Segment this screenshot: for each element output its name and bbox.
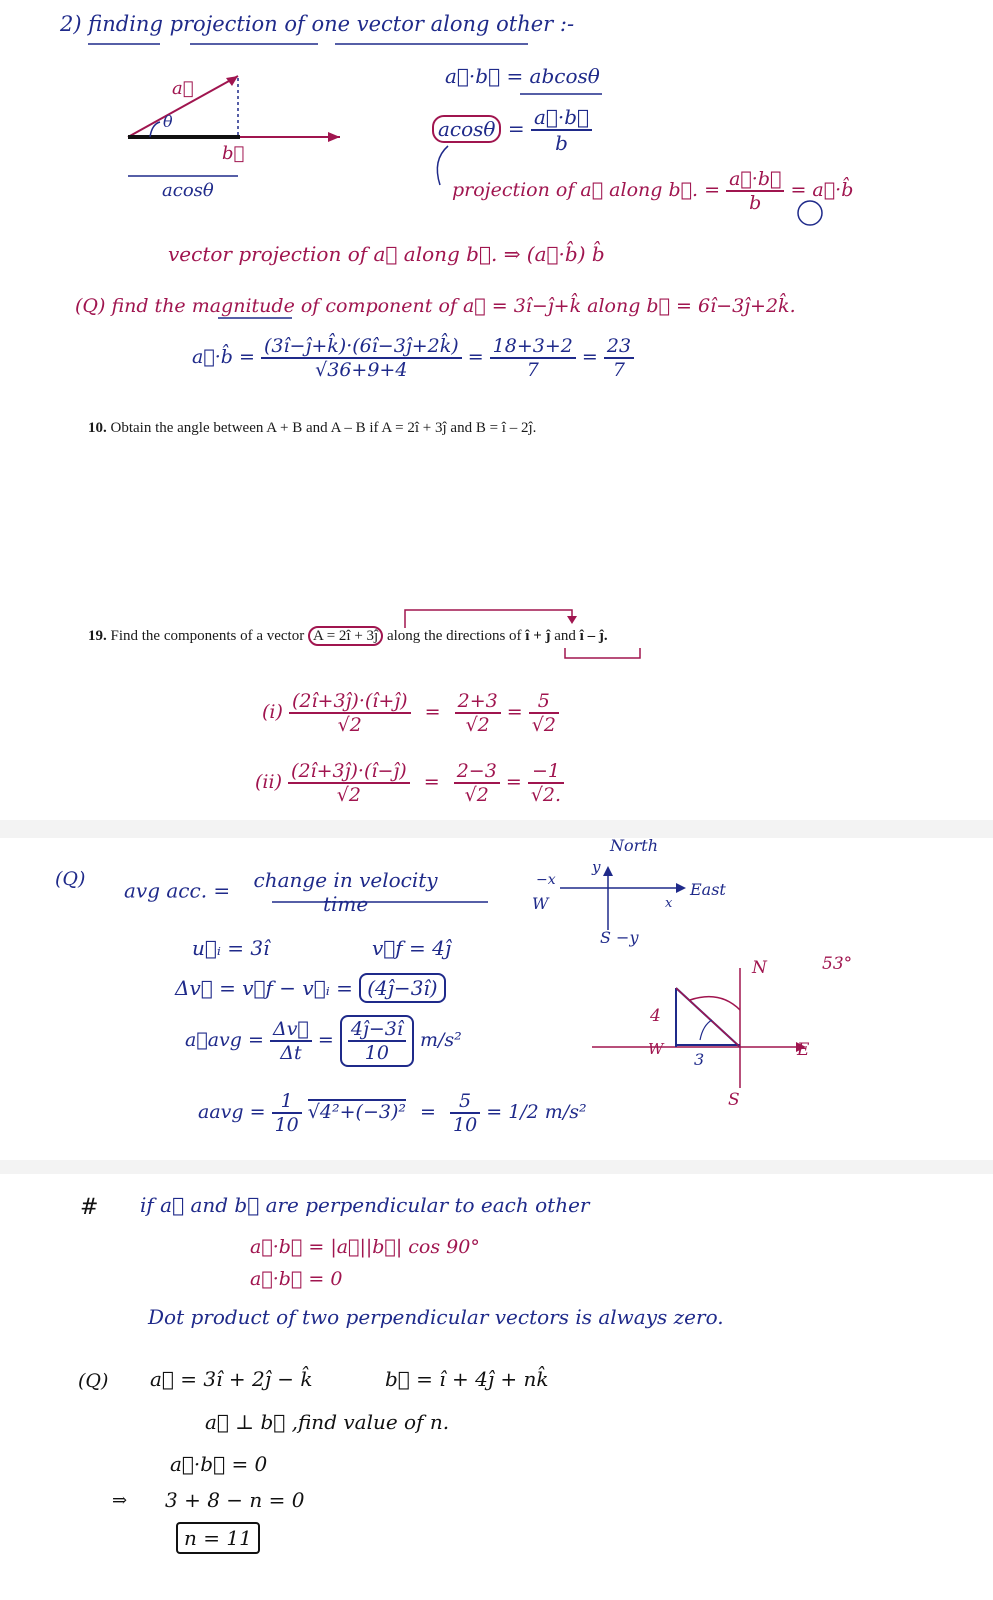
initial-velocity: u⃗ᵢ = 3î: [192, 936, 270, 960]
delta-v-lhs: Δv⃗ = v⃗f − v⃗ᵢ =: [175, 976, 353, 1000]
fraction: [454, 760, 500, 806]
denominator: Δt: [280, 1042, 302, 1064]
fraction: [450, 1090, 480, 1136]
dir-e: E: [797, 1040, 810, 1060]
projection-definition: [452, 168, 853, 214]
perpendicular-eq1: a⃗·b⃗ = |a⃗||b⃗| cos 90°: [250, 1236, 480, 1258]
dot-zero: a⃗·b⃗ = 0: [170, 1452, 268, 1476]
numerator: (2î+3ĵ)·(î+ĵ): [289, 690, 411, 714]
numerator: a⃗·b⃗: [726, 168, 784, 192]
dir-n: N: [752, 958, 767, 978]
part-label: (ii): [255, 771, 282, 793]
denominator: 10: [364, 1042, 389, 1064]
numerator: 5: [450, 1090, 480, 1114]
vector-circled: A = 2î + 3ĵ: [308, 626, 383, 646]
equals-sign: =: [505, 771, 522, 793]
projection-text: projection of a⃗ along b⃗.: [452, 179, 699, 201]
equals-sign: =: [506, 701, 523, 723]
fig-label-acos: acosθ: [162, 180, 214, 201]
denominator: √2: [337, 714, 362, 736]
numerator: −1: [528, 760, 564, 784]
denominator: 10: [274, 1114, 299, 1136]
brace-stroke: [565, 648, 640, 658]
fraction: [455, 690, 501, 736]
unit: m/s²: [419, 1029, 462, 1051]
compass-minus-x: −x: [536, 872, 556, 888]
dir-3: 3: [694, 1050, 705, 1069]
denominator: √2: [464, 784, 489, 806]
numerator: 1: [272, 1090, 302, 1114]
problem-number: 19.: [88, 628, 107, 644]
numerator: (2î+3ĵ)·(î−ĵ): [288, 760, 410, 784]
fig-label-b: b⃗: [222, 143, 245, 164]
projection-result: = a⃗·b̂: [790, 179, 854, 201]
fraction: [529, 690, 559, 736]
brace-stroke: [405, 610, 572, 628]
component-ii: [255, 760, 564, 806]
numerator: 2+3: [455, 690, 501, 714]
avg-acc-vector: [185, 1015, 462, 1067]
numerator: change in velocity: [253, 868, 438, 892]
denominator: time: [322, 892, 369, 916]
avg-acc-vector-lhs: a⃗avg =: [185, 1029, 264, 1051]
compass-y: y: [592, 858, 601, 876]
denominator: b: [555, 131, 568, 155]
fraction: [288, 760, 410, 806]
fraction: [251, 868, 441, 916]
denominator: √2: [336, 784, 361, 806]
magnitude-lhs: aavg =: [198, 1101, 266, 1123]
and-text: and: [554, 628, 576, 644]
problem-text: Obtain the angle between A + B and A – B if A = 2î + 3ĵ and B = î – 2ĵ.: [110, 420, 537, 436]
avg-acc-boxed: [340, 1015, 414, 1067]
fig-label-theta: θ: [163, 112, 173, 131]
equals-sign: =: [507, 116, 525, 141]
perpendicular-eq2: a⃗·b⃗ = 0: [250, 1268, 343, 1290]
denominator: √2: [531, 714, 556, 736]
magnitude-solution: [192, 335, 634, 381]
denominator: 10: [453, 1114, 478, 1136]
acos-circled: acosθ: [432, 115, 501, 143]
component-i: [262, 690, 559, 736]
dir-s: S: [728, 1090, 740, 1110]
denominator: √2: [465, 714, 490, 736]
implies-arrow: ⇒: [112, 1490, 128, 1511]
question-label: (Q): [55, 868, 86, 890]
delta-v: [175, 976, 446, 1000]
hash-symbol: #: [80, 1195, 99, 1220]
answer-boxed: n = 11: [176, 1522, 260, 1554]
denominator: √2.: [530, 784, 562, 806]
fraction: [261, 335, 462, 381]
denominator: 7: [526, 359, 539, 381]
dir-4: 4: [650, 1006, 661, 1026]
equals-sign: =: [424, 701, 441, 723]
compass-south: S −y: [600, 928, 639, 947]
delta-v-boxed: (4ĵ−3î): [359, 973, 445, 1003]
solution-step: 3 + 8 − n = 0: [165, 1488, 305, 1512]
numerator: 5: [529, 690, 559, 714]
section-title: 2) finding projection of one vector along other :-: [60, 12, 575, 36]
fraction: [528, 760, 564, 806]
compass-north: North: [610, 836, 659, 855]
numerator: 4ĵ−3î: [348, 1018, 406, 1042]
denominator: 7: [612, 359, 626, 381]
numerator: 18+3+2: [490, 335, 576, 359]
avg-acc-magnitude: [198, 1090, 587, 1136]
fraction: [604, 335, 634, 381]
problem-19: [88, 628, 608, 645]
equals-sign: =: [317, 1029, 334, 1051]
vector-a: a⃗ = 3î + 2ĵ − k̂: [150, 1367, 313, 1391]
sqrt-term: √4²+(−3)²: [307, 1101, 406, 1123]
problem-text: Find the components of a vector: [110, 628, 305, 644]
perpendicular-condition: a⃗ ⊥ b⃗ ,find value of n.: [205, 1410, 450, 1434]
numerator: 23: [604, 335, 634, 359]
final-velocity: v⃗f = 4ĵ: [372, 936, 452, 960]
compass-x: x: [665, 896, 673, 911]
perpendicular-note: Dot product of two perpendicular vectors is always zero.: [148, 1305, 724, 1329]
numerator: Δv⃗: [270, 1018, 312, 1042]
dir-w: W: [648, 1040, 664, 1058]
question-label: (Q): [78, 1370, 109, 1392]
part-label: (i): [262, 701, 283, 723]
numerator: 2−3: [454, 760, 500, 784]
avg-acc-lhs: avg acc. =: [124, 878, 231, 903]
perpendicular-heading: if a⃗ and b⃗ are perpendicular to each other: [140, 1193, 590, 1217]
equals-sign: =: [581, 346, 598, 368]
fraction: [289, 690, 411, 736]
solution-lhs: a⃗·b̂ =: [192, 346, 255, 368]
magnitude-result: = 1/2 m/s²: [486, 1101, 587, 1123]
fraction: [270, 1018, 312, 1064]
numerator: (3î−ĵ+k̂)·(6î−3ĵ+2k̂): [261, 335, 462, 359]
dot-product-formula: a⃗·b⃗ = abcosθ: [445, 64, 600, 88]
vector-projection: vector projection of a⃗ along b⃗. ⇒ (a⃗·b̂) b̂: [168, 242, 605, 266]
compass-east: East: [690, 880, 726, 899]
denominator: b: [749, 192, 762, 214]
equals-sign: =: [423, 771, 440, 793]
question-magnitude: (Q) find the magnitude of component of a⃗ = 3î−ĵ+k̂ along b⃗ = 6î−3ĵ+2k̂.: [75, 295, 796, 317]
problem-10: [88, 420, 536, 437]
direction-1: î + ĵ: [525, 628, 551, 644]
denominator: √36+9+4: [315, 359, 408, 381]
dir-angle: 53°: [822, 954, 853, 974]
fraction: [348, 1018, 406, 1064]
equals-sign: =: [467, 346, 484, 368]
fig-label-a: a⃗: [172, 78, 194, 99]
compass-w: W: [532, 894, 549, 913]
equals-sign: =: [704, 179, 721, 201]
fraction: [531, 105, 592, 155]
problem-number: 10.: [88, 420, 107, 436]
fraction: [272, 1090, 302, 1136]
projection-formula: [432, 105, 592, 155]
fraction: [726, 168, 784, 214]
numerator: a⃗·b⃗: [531, 105, 592, 131]
problem-text: along the directions of: [386, 628, 522, 644]
equals-sign: =: [420, 1101, 436, 1123]
direction-2: î – ĵ.: [579, 628, 608, 644]
fraction: [490, 335, 576, 381]
direction-diagram: [592, 968, 806, 1088]
avg-acc-formula: [124, 868, 441, 916]
vector-b: b⃗ = î + 4ĵ + nk̂: [385, 1367, 549, 1391]
